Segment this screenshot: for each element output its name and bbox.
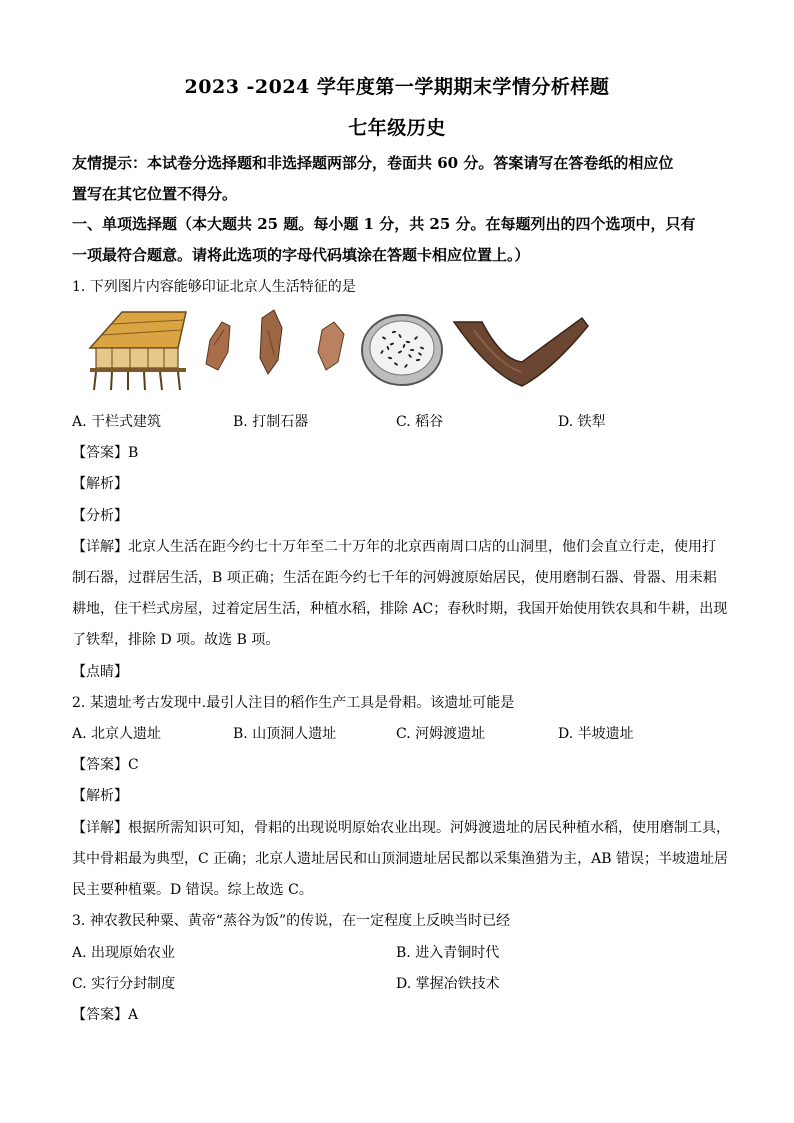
rice-grains-image xyxy=(362,315,442,385)
question-1-option-b: B. 打制石器 xyxy=(233,414,309,430)
question-1-answer: 【答案】B xyxy=(72,445,139,461)
question-1-detail-line-2: 制石器，过群居生活，B 项正确；生活在距今约七千年的河姆渡原始居民，使用磨制石器、骨器、用耒耜 xyxy=(72,570,717,586)
question-1-option-d: D. 铁犁 xyxy=(558,414,606,430)
question-2-option-a: A. 北京人遗址 xyxy=(72,726,162,742)
question-3-option-b: B. 进入青铜时代 xyxy=(396,945,500,961)
question-1-detail-line-3: 耕地，住干栏式房屋，过着定居生活，种植水稻，排除 AC；春秋时期，我国开始使用铁农具和牛耕，出现 xyxy=(72,601,728,617)
question-1-dianjing: 【点睛】 xyxy=(72,664,128,680)
stilt-house-image xyxy=(90,312,186,390)
question-2-detail-line-1: 【详解】根据所需知识可知，骨耜的出现说明原始农业出现。河姆渡遗址的居民种植水稻，使用磨制工具， xyxy=(72,820,730,836)
question-2-detail-line-3: 民主要种植粟。D 错误。综上故选 C。 xyxy=(72,882,313,898)
question-2-answer: 【答案】C xyxy=(72,757,139,773)
question-2-option-b: B. 山顶洞人遗址 xyxy=(233,726,337,742)
question-3-option-c: C. 实行分封制度 xyxy=(72,976,176,992)
question-1-option-c: C. 稻谷 xyxy=(396,414,444,430)
question-1-images xyxy=(82,300,592,400)
exam-subtitle: 七年级历史 xyxy=(348,117,446,139)
question-2-option-c: C. 河姆渡遗址 xyxy=(396,726,486,742)
question-2-detail-line-2: 其中骨耜最为典型，C 正确；北京人遗址居民和山顶洞遗址居民都以采集渔猎为主，AB 错误；半坡遗址居 xyxy=(72,851,729,867)
tips-line-1: 友情提示：本试卷分选择题和非选择题两部分，卷面共 60 分。答案请写在答卷纸的相应位 xyxy=(72,154,674,172)
question-2-stem: 2. 某遗址考古发现中.最引人注目的稻作生产工具是骨耜。该遗址可能是 xyxy=(72,695,515,711)
question-3-answer: 【答案】A xyxy=(72,1007,139,1023)
question-3-stem: 3. 神农教民种粟、黄帝“蒸谷为饭”的传说，在一定程度上反映当时已经 xyxy=(72,913,511,929)
question-1-stem: 1. 下列图片内容能够印证北京人生活特征的是 xyxy=(72,279,356,295)
section-heading-line-2: 一项最符合题意。请将此选项的字母代码填涂在答题卡相应位置上。） xyxy=(72,246,530,264)
chipped-stone-tools-image xyxy=(206,310,344,374)
question-1-fenxi: 【分析】 xyxy=(72,508,128,524)
iron-plough-image xyxy=(454,318,588,386)
question-3-option-a: A. 出现原始农业 xyxy=(72,945,176,961)
question-1-detail-line-1: 【详解】北京人生活在距今约七十万年至二十万年的北京西南周口店的山洞里，他们会直立行走，使用打 xyxy=(72,539,716,555)
question-1-option-a: A. 干栏式建筑 xyxy=(72,414,162,430)
question-1-jiexi: 【解析】 xyxy=(72,476,128,492)
tips-line-2: 置写在其它位置不得分。 xyxy=(72,185,238,203)
exam-title: 2023 -2024 学年度第一学期期末学情分析样题 xyxy=(184,76,610,98)
section-heading-line-1: 一、单项选择题（本大题共 25 题。每小题 1 分，共 25 分。在每题列出的四个选项中，只有 xyxy=(72,215,696,233)
question-2-jiexi: 【解析】 xyxy=(72,788,128,804)
question-3-option-d: D. 掌握冶铁技术 xyxy=(396,976,500,992)
question-1-detail-line-4: 了铁犁，排除 D 项。故选 B 项。 xyxy=(72,632,280,648)
question-2-option-d: D. 半坡遗址 xyxy=(558,726,634,742)
